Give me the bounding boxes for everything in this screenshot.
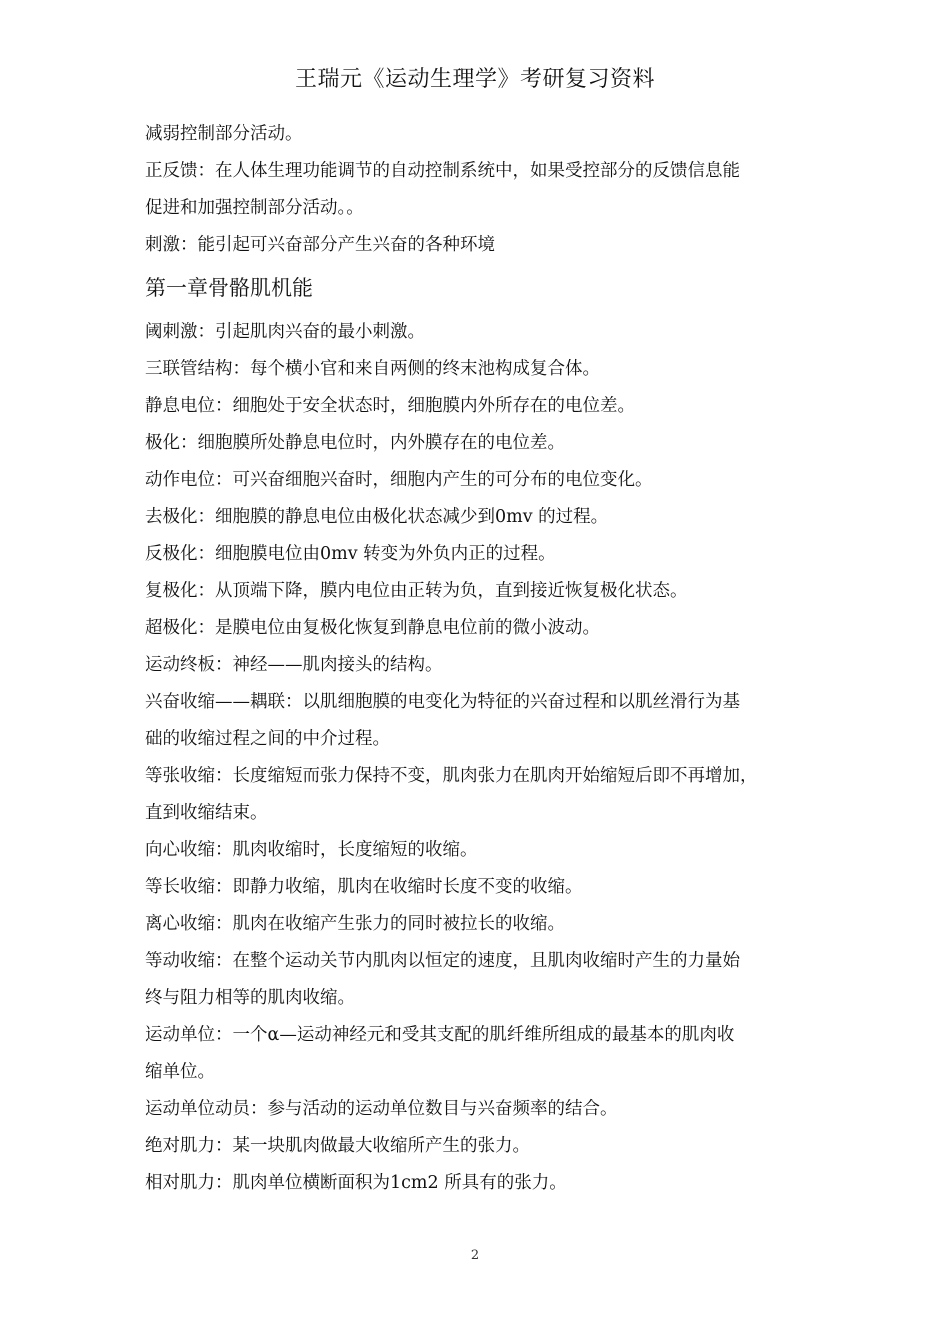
body-line: 缩单位。 [145, 1062, 215, 1082]
body-line: 兴奋收缩——耦联：以肌细胞膜的电变化为特征的兴奋过程和以肌丝滑行为基 [145, 692, 740, 712]
body-line: 终与阻力相等的肌肉收缩。 [145, 988, 355, 1008]
page-number: 2 [470, 1248, 480, 1263]
body-line: 静息电位：细胞处于安全状态时，细胞膜内外所存在的电位差。 [145, 396, 635, 416]
body-line: 离心收缩：肌肉在收缩产生张力的同时被拉长的收缩。 [145, 914, 565, 934]
body-line: 等长收缩：即静力收缩，肌肉在收缩时长度不变的收缩。 [145, 877, 583, 897]
body-line: 运动终板：神经——肌肉接头的结构。 [145, 655, 443, 675]
body-line: 反极化：细胞膜电位由0mv 转变为外负内正的过程。 [145, 544, 556, 564]
chapter-heading: 第一章骨骼肌机能 [145, 276, 313, 300]
body-line: 去极化：细胞膜的静息电位由极化状态减少到0mv 的过程。 [145, 507, 609, 527]
body-line: 运动单位：一个α—运动神经元和受其支配的肌纤维所组成的最基本的肌肉收 [145, 1025, 735, 1045]
body-line: 正反馈：在人体生理功能调节的自动控制系统中，如果受控部分的反馈信息能 [145, 161, 740, 181]
body-line: 减弱控制部分活动。 [145, 124, 303, 144]
body-line: 等动收缩：在整个运动关节内肌肉以恒定的速度，且肌肉收缩时产生的力量始 [145, 951, 740, 971]
body-line: 超极化：是膜电位由复极化恢复到静息电位前的微小波动。 [145, 618, 600, 638]
body-line: 三联管结构：每个横小官和来自两侧的终末池构成复合体。 [145, 359, 600, 379]
body-line: 复极化：从顶端下降，膜内电位由正转为负，直到接近恢复极化状态。 [145, 581, 688, 601]
body-line: 础的收缩过程之间的中介过程。 [145, 729, 390, 749]
body-line: 等张收缩：长度缩短而张力保持不变，肌肉张力在肌肉开始缩短后即不再增加， [145, 766, 758, 786]
body-line: 阈刺激：引起肌肉兴奋的最小刺激。 [145, 322, 425, 342]
document-body [145, 116, 825, 1202]
body-line: 动作电位：可兴奋细胞兴奋时，细胞内产生的可分布的电位变化。 [145, 470, 653, 490]
body-line: 运动单位动员：参与活动的运动单位数目与兴奋频率的结合。 [145, 1099, 618, 1119]
body-line: 向心收缩：肌肉收缩时，长度缩短的收缩。 [145, 840, 478, 860]
body-line: 促进和加强控制部分活动。。 [145, 198, 364, 218]
page-header-title: 王瑞元《运动生理学》考研复习资料 [294, 67, 655, 92]
body-line: 绝对肌力：某一块肌肉做最大收缩所产生的张力。 [145, 1136, 530, 1156]
body-line: 直到收缩结束。 [145, 803, 268, 823]
body-line: 相对肌力：肌肉单位横断面积为1cm2 所具有的张力。 [145, 1173, 567, 1193]
body-line: 刺激：能引起可兴奋部分产生兴奋的各种环境 [145, 235, 495, 255]
body-line: 极化：细胞膜所处静息电位时，内外膜存在的电位差。 [145, 433, 565, 453]
